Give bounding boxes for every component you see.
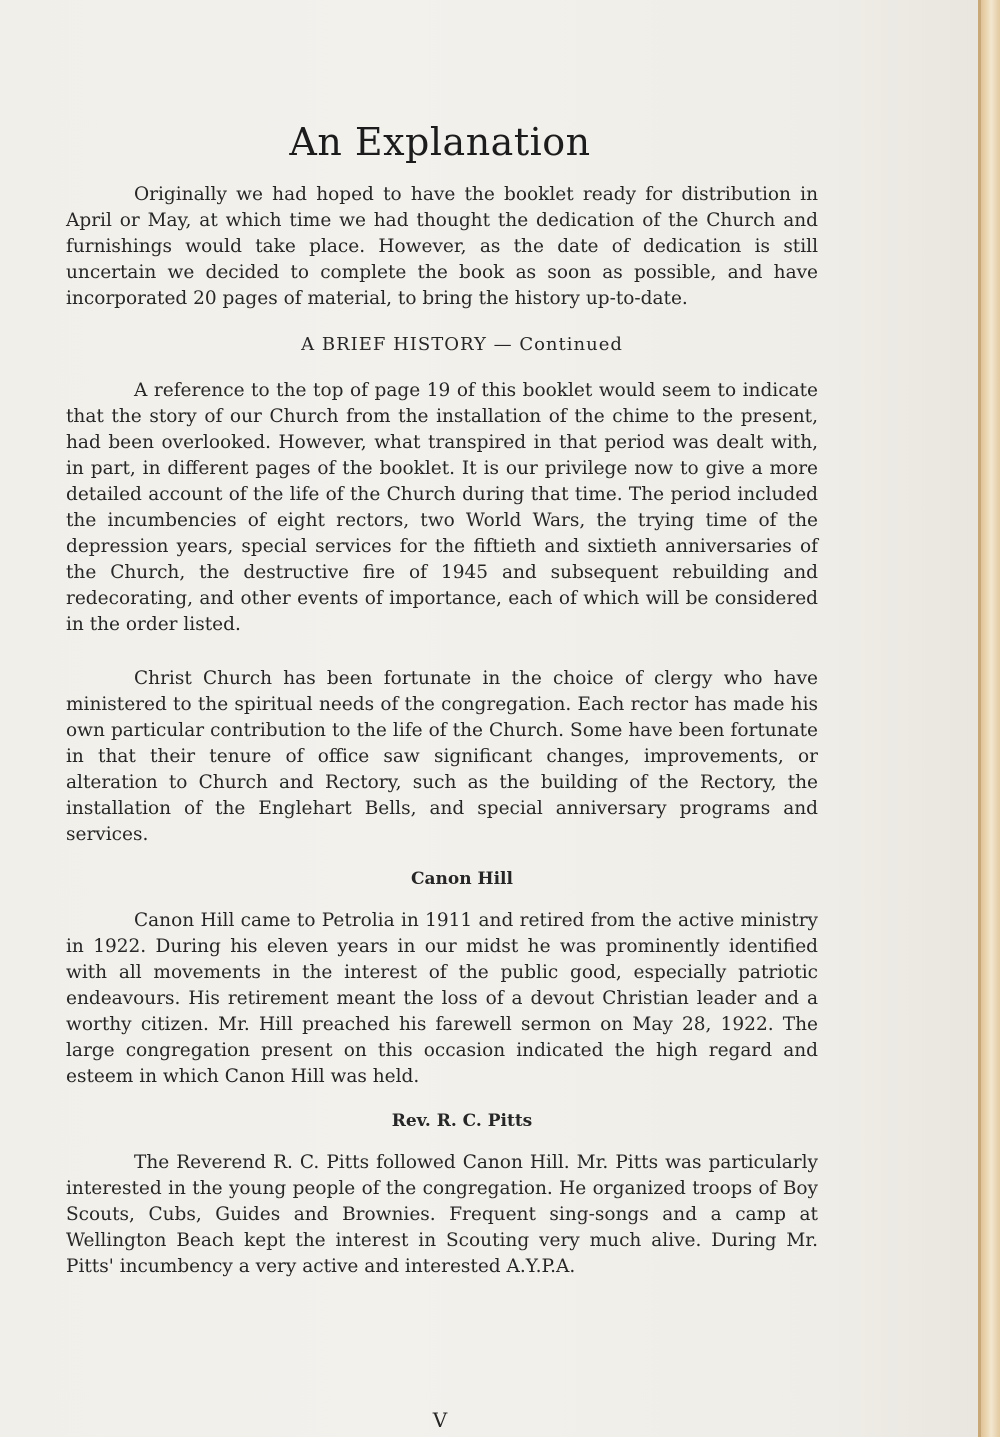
- page-body: [66, 182, 818, 1280]
- page-edge: [978, 0, 1000, 1437]
- heading-canon-hill: Canon Hill: [411, 869, 513, 889]
- page-number: V: [432, 1408, 448, 1432]
- section-heading: [66, 332, 818, 358]
- intro-paragraph: Originally we had hoped to have the booklet ready for distribution in April or May, at which time we had thought the dedication of the Church and furnishings would take place. However, as the date of dedication is still uncertain we decided to complete the book as soon as possible, and have incorporated 20 pages of material, to bring the history up-to-date.: [66, 184, 818, 309]
- history-paragraph-1: A reference to the top of page 19 of this booklet would seem to indicate that the story of our Church from the installation of the chime to the present, had been overlooked. However, what transpired in that period was dealt with, in part, in different pages of the booklet. It is our privilege now to give a more detailed account of the life of the Church during that time. The period included the incumbencies of eight rectors, two World Wars, the trying time of the depression years, special services for the fiftieth and sixtieth anniversaries of the Church, the destructive fire of 1945 and subsequent rebuilding and redecorating, and other events of importance, each of which will be considered in the order listed.: [66, 380, 818, 635]
- heading-pitts: Rev. R. C. Pitts: [391, 1111, 533, 1131]
- page-title: An Explanation: [289, 120, 591, 164]
- canon-hill-paragraph: Canon Hill came to Petrolia in 1911 and retired from the active ministry in 1922. During his eleven years in our midst he was prominently identified with all movements in the interest of the public good, especially patriotic endeavours. His retirement meant the loss of a devout Christian leader and a worthy citizen. Mr. Hill preached his farewell sermon on May 28, 1922. The large congregation present on this occasion indicated the high regard and esteem in which Canon Hill was held.: [66, 910, 818, 1087]
- section-heading-text: A BRIEF HISTORY — Continued: [301, 334, 623, 355]
- history-paragraph-2: Christ Church has been fortunate in the choice of clergy who have ministered to the spiritual needs of the congregation. Each rector has made his own particular contribution to the life of the Church. Some have been fortunate in that their tenure of office saw significant changes, improvements, or alteration to Church and Rectory, such as the building of the Rectory, the installation of the Englehart Bells, and special anniversary programs and services.: [66, 668, 818, 845]
- pitts-paragraph: The Reverend R. C. Pitts followed Canon Hill. Mr. Pitts was particularly interested in the young people of the congregation. He organized troops of Boy Scouts, Cubs, Guides and Brownies. Frequent sing-songs and a camp at Wellington Beach kept the interest in Scouting very much alive. During Mr. Pitts' incumbency a very active and interested A.Y.P.A.: [66, 1152, 818, 1277]
